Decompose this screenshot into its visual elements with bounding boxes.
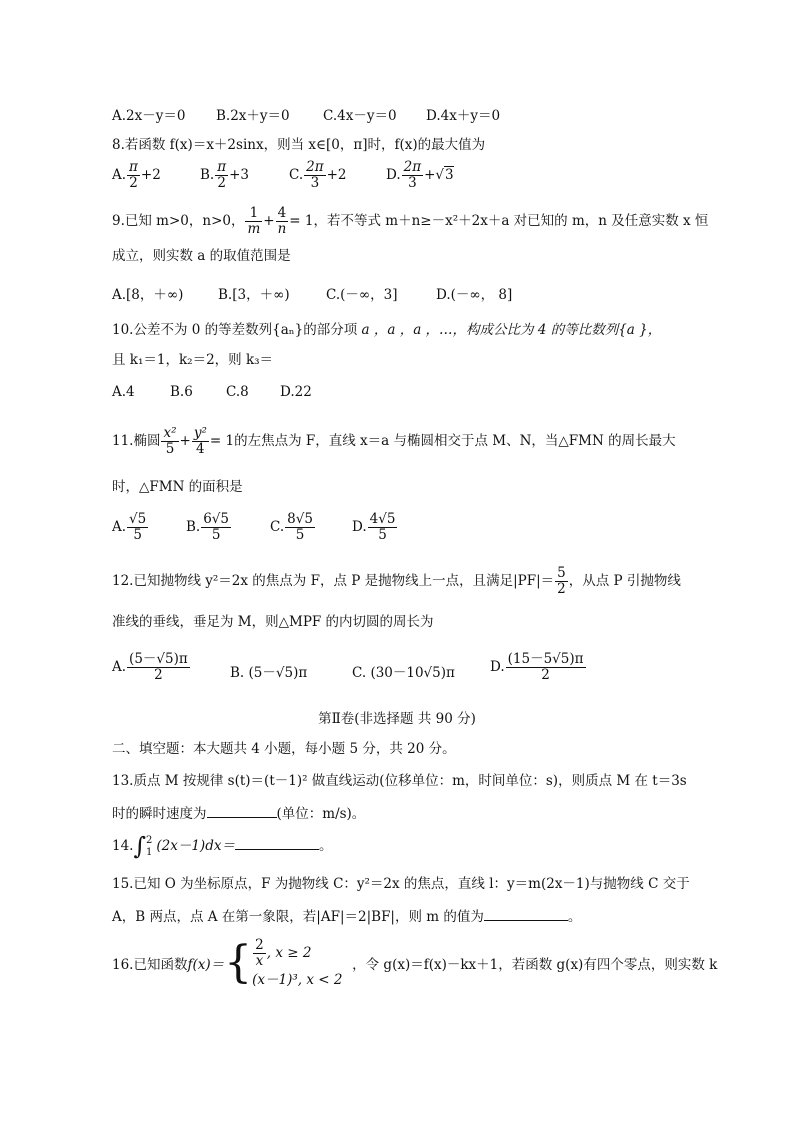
q9-line1: 9.已知 m>0，n>0， $\frac{1}{m}$ + $\frac{4}{n}$ = 1，若不等式 m＋n≥－x²＋2x＋a 对已知的 m，n 及任意实数 x 恒 bbox=[112, 205, 709, 237]
fraction bbox=[127, 652, 190, 683]
q15-line1: 15.已知 O 为坐标原点，F 为抛物线 C：y²＝2x 的焦点，直线 l：y＝m(2x－1)与抛物线 C 交于 bbox=[112, 876, 690, 892]
numerator: 6√5 bbox=[203, 511, 229, 527]
q14-end: 。 bbox=[318, 838, 333, 854]
numerator: 2 bbox=[255, 937, 264, 953]
q16-rest: ，令 g(x)＝f(x)－kx＋1，若函数 g(x)有四个零点，则实数 k bbox=[352, 957, 718, 973]
q11-prefix: 11.椭圆 bbox=[112, 433, 161, 449]
option-letter: B. bbox=[230, 665, 245, 681]
q8-option-a bbox=[112, 160, 161, 191]
q9-rest: = 1，若不等式 m＋n≥－x²＋2x＋a 对已知的 m，n 及任意实数 x 恒 bbox=[289, 213, 709, 229]
denominator: 3 bbox=[408, 175, 417, 191]
q7-option-c: C.4x－y＝0 bbox=[323, 108, 397, 124]
q8-option-c bbox=[289, 160, 347, 191]
numerator: 1 bbox=[245, 206, 262, 222]
term: + bbox=[424, 167, 436, 183]
numerator: 4√5 bbox=[369, 511, 396, 527]
upper-limit: 2 bbox=[146, 834, 153, 846]
q10-line2: 且 k₁＝1，k₂＝2，则 k₃＝ bbox=[112, 352, 274, 368]
answer-blank[interactable] bbox=[207, 805, 277, 818]
q13-text: 时的瞬时速度为 bbox=[112, 806, 207, 822]
answer-blank[interactable] bbox=[484, 908, 568, 921]
q10-line1 bbox=[112, 318, 661, 338]
numerator: π bbox=[129, 159, 138, 175]
q11-option-c bbox=[270, 512, 316, 543]
fraction bbox=[127, 512, 148, 543]
q14-line bbox=[112, 832, 332, 862]
q10-terms: a ，a ，a ，…，构成公比为 4 的等比数列{a }， bbox=[361, 322, 662, 338]
integral-limits bbox=[146, 835, 152, 859]
case-1-condition: , x ≥ 2 bbox=[266, 945, 312, 961]
q12-option-b bbox=[230, 661, 307, 681]
denominator: 5 bbox=[211, 527, 221, 543]
q8-option-b bbox=[200, 160, 249, 191]
q12-line2: 准线的垂线，垂足为 M，则△MPF 的内切圆的周长为 bbox=[112, 614, 434, 630]
numerator: 8√5 bbox=[287, 511, 313, 527]
fraction bbox=[201, 512, 231, 543]
q9-prefix: 9.已知 m>0，n>0， bbox=[112, 213, 245, 229]
piecewise-cases bbox=[252, 938, 352, 988]
denominator: 2 bbox=[129, 175, 138, 191]
term: +2 bbox=[140, 167, 161, 183]
fraction bbox=[127, 160, 140, 191]
term: +3 bbox=[229, 167, 249, 183]
denominator: 4 bbox=[196, 441, 205, 457]
fraction bbox=[368, 512, 398, 543]
integrand: (2x－1)dx＝ bbox=[156, 838, 235, 854]
q11-option-a bbox=[112, 512, 149, 543]
q15-text: A，B 两点，点 A 在第一象限，若|AF|＝2|BF|，则 m 的值为 bbox=[112, 909, 484, 925]
denominator: 5 bbox=[295, 527, 305, 543]
q12-option-d bbox=[490, 652, 587, 683]
numerator: 2π bbox=[403, 159, 422, 175]
q9-option-c: C.(－∞，3] bbox=[326, 287, 398, 303]
function-name: f(x)＝ bbox=[187, 957, 225, 973]
q9-line2: 成立，则实数 a 的取值范围是 bbox=[112, 248, 291, 264]
lower-limit: 1 bbox=[146, 846, 153, 858]
q11-rest: = 1的左焦点为 F，直线 x＝a 与椭圆相交于点 M、N，当△FMN 的周长最大 bbox=[209, 433, 676, 449]
q10-option-b: B.6 bbox=[170, 384, 193, 400]
term: +2 bbox=[326, 167, 347, 183]
fraction bbox=[304, 160, 325, 191]
numerator: y² bbox=[193, 425, 207, 441]
q12-line1 bbox=[112, 566, 681, 597]
q15-line2 bbox=[112, 905, 581, 925]
numerator: 4 bbox=[276, 206, 289, 222]
fraction bbox=[276, 206, 289, 237]
denominator: 2 bbox=[154, 667, 163, 683]
option-letter: C. bbox=[270, 519, 285, 535]
answer-blank[interactable] bbox=[235, 837, 319, 850]
denominator: 2 bbox=[557, 581, 566, 597]
q12-option-a bbox=[112, 652, 191, 683]
option-letter: D. bbox=[490, 659, 505, 675]
fraction bbox=[285, 512, 315, 543]
option-letter: D. bbox=[386, 167, 401, 183]
q15-end: 。 bbox=[567, 909, 582, 925]
piecewise-brace: { bbox=[224, 937, 253, 988]
q16-prefix: 16.已知函数 bbox=[112, 957, 188, 973]
q13-line1: 13.质点 M 按规律 s(t)＝(t－1)² 做直线运动(位移单位：m，时间单位：s)，则质点 M 在 t＝3s bbox=[112, 773, 687, 789]
case-2: (x－1)³, x < 2 bbox=[252, 972, 343, 988]
q12-prefix: 12.已知抛物线 y²＝2x 的焦点为 F，点 P 是抛物线上一点，且满足|PF|＝ bbox=[112, 573, 555, 589]
expression: (5－√5)π bbox=[248, 665, 308, 681]
q10-option-c: C.8 bbox=[226, 384, 249, 400]
option-letter: A. bbox=[112, 659, 127, 675]
option-letter: A. bbox=[112, 519, 127, 535]
q12-option-c bbox=[352, 661, 455, 681]
denominator: 5 bbox=[165, 441, 175, 457]
option-letter: B. bbox=[186, 519, 201, 535]
numerator: (15－5√5)π bbox=[507, 651, 584, 667]
q11-option-d bbox=[352, 512, 398, 543]
q10-text: 10.公差不为 0 的等差数列{aₙ}的部分项 bbox=[112, 322, 358, 338]
q9-option-b: B.[3，＋∞) bbox=[218, 287, 290, 303]
q8-stem: 8.若函数 f(x)＝x＋2sinx，则当 x∈[0，π]时，f(x)的最大值为 bbox=[112, 137, 486, 153]
numerator: 2π bbox=[306, 159, 324, 175]
fill-in-heading: 二、填空题：本大题共 4 小题，每小题 5 分，共 20 分。 bbox=[112, 741, 456, 757]
denominator: x bbox=[255, 953, 264, 969]
sqrt-radicand: 3 bbox=[445, 167, 454, 183]
integral-sign: ∫ bbox=[133, 832, 146, 860]
q7-option-d: D.4x＋y＝0 bbox=[426, 108, 501, 124]
q13-line2 bbox=[112, 802, 365, 822]
fraction bbox=[192, 426, 209, 457]
denominator: 5 bbox=[133, 527, 142, 543]
numerator: π bbox=[217, 159, 227, 175]
q16-line bbox=[112, 938, 717, 1000]
fraction bbox=[402, 160, 423, 191]
option-letter: C. bbox=[289, 167, 304, 183]
q12-rest: ，从点 P 引抛物线 bbox=[568, 573, 681, 589]
expression: (30－10√5)π bbox=[370, 665, 455, 681]
fraction bbox=[506, 652, 586, 683]
denominator: 2 bbox=[217, 175, 226, 191]
fraction bbox=[253, 938, 266, 969]
denominator: 2 bbox=[541, 667, 550, 683]
denominator: 3 bbox=[310, 175, 320, 191]
denominator: m bbox=[247, 221, 261, 237]
numerator: 5 bbox=[557, 565, 566, 581]
option-letter: B. bbox=[200, 167, 215, 183]
q11-line2: 时，△FMN 的面积是 bbox=[112, 479, 243, 495]
numerator: √5 bbox=[129, 511, 147, 527]
q11-line1: 11.椭圆 $\frac{\text{x²}}{5}$ + $\frac{\text{y²}}{4}$ = 1的左焦点为 F，直线 x＝a 与椭圆相交于点 M、N，当△FMN 的周长最大 bbox=[112, 425, 676, 457]
case-1 bbox=[252, 938, 352, 968]
option-letter: D. bbox=[352, 519, 367, 535]
q8-option-d: D. $\frac{2\pi}{3}$ +√3 bbox=[386, 159, 454, 191]
option-letter: C. bbox=[352, 665, 367, 681]
q9-option-a: A.[8，＋∞) bbox=[112, 287, 184, 303]
q7-option-a: A.2x－y＝0 bbox=[112, 108, 186, 124]
fraction bbox=[161, 426, 178, 457]
section-title: 第Ⅱ卷(非选择题 共 90 分) bbox=[318, 711, 476, 727]
fraction bbox=[555, 566, 568, 597]
numerator: x² bbox=[163, 425, 177, 441]
fraction bbox=[215, 160, 228, 191]
q13-unit: (单位：m/s)。 bbox=[276, 806, 366, 822]
option-letter: A. bbox=[112, 167, 127, 183]
fraction bbox=[245, 206, 262, 237]
q14-number: 14. bbox=[112, 838, 134, 854]
denominator: 5 bbox=[378, 527, 387, 543]
q11-option-b bbox=[186, 512, 232, 543]
denominator: n bbox=[277, 221, 287, 237]
q7-option-b: B.2x＋y＝0 bbox=[216, 108, 290, 124]
q10-option-d: D.22 bbox=[280, 384, 312, 400]
q9-option-d: D.(－∞， 8] bbox=[436, 287, 513, 303]
q10-option-a: A.4 bbox=[112, 384, 135, 400]
numerator: (5－√5)π bbox=[129, 651, 188, 667]
